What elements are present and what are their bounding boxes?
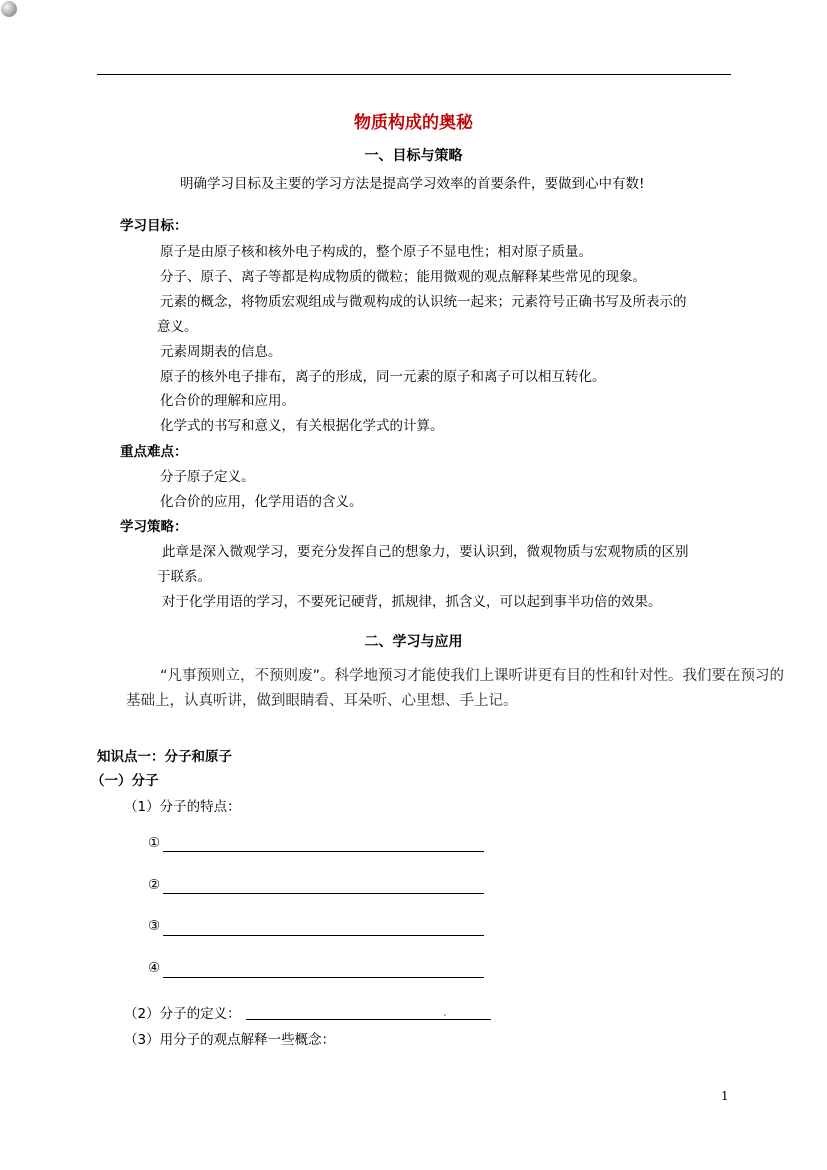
definition-blank[interactable] (246, 1019, 491, 1020)
intro-text: 明确学习目标及主要的学习方法是提高学习效率的首要条件，要做到心中有数! (180, 176, 645, 192)
document-title: 物质构成的奥秘 (354, 113, 473, 133)
section2-paragraph-line: 基础上，认真听讲，做到眼睛看、耳朵听、心里想、手上记。 (126, 693, 518, 709)
answer-blank-4[interactable] (163, 977, 484, 978)
answer-blank-3[interactable] (163, 935, 484, 936)
key-points-label: 重点难点： (120, 444, 188, 460)
circled-number: ③ (148, 918, 161, 934)
key-point-item: 化合价的应用，化学用语的含义。 (160, 494, 363, 510)
question-3: （3）用分子的观点解释一些概念： (124, 1032, 336, 1048)
goal-item: 分子、原子、离子等都是构成物质的微粒；能用微观的观点解释某些常见的现象。 (160, 269, 646, 285)
answer-blank-1[interactable] (163, 851, 484, 852)
header-rule (97, 74, 731, 75)
goal-item: 元素周期表的信息。 (160, 344, 282, 360)
question-2: （2）分子的定义： (124, 1006, 241, 1022)
key-point-item: 分子原子定义。 (160, 469, 255, 485)
goal-item: 原子的核外电子排布，离子的形成，同一元素的原子和离子可以相互转化。 (160, 369, 606, 385)
corner-marker-icon (1, 1, 17, 17)
goal-item: 原子是由原子核和核外电子构成的，整个原子不显电性；相对原子质量。 (160, 244, 592, 260)
answer-blank-2[interactable] (163, 893, 484, 894)
circled-number: ② (148, 877, 161, 893)
strategy-label: 学习策略： (120, 519, 188, 535)
subsection-heading: （一）分子 (91, 773, 159, 789)
section2-heading: 二、学习与应用 (364, 634, 463, 650)
strategy-item: 对于化学用语的学习，不要死记硬背，抓规律，抓含义，可以起到事半功倍的效果。 (162, 594, 662, 610)
goals-label: 学习目标： (120, 218, 188, 234)
strategy-item-continued: 于联系。 (157, 569, 211, 585)
strategy-item: 此章是深入微观学习，要充分发挥自己的想象力，要认识到，微观物质与宏观物质的区别 (162, 544, 689, 560)
ink-speck (444, 1014, 446, 1016)
section2-paragraph-line: “凡事预则立，不预则废”。科学地预习才能使我们上课听讲更有目的性和针对性。我们要在预习的 (160, 668, 785, 684)
circled-number: ④ (148, 960, 161, 976)
goal-item: 元素的概念，将物质宏观组成与微观构成的认识统一起来；元素符号正确书写及所表示的 (160, 294, 687, 310)
goal-item-continued: 意义。 (157, 319, 198, 335)
goal-item: 化合价的理解和应用。 (160, 393, 295, 409)
circled-number: ① (148, 835, 161, 851)
knowledge-point-heading: 知识点一：分子和原子 (97, 749, 232, 765)
section1-heading: 一、目标与策略 (364, 148, 463, 164)
question-1: （1）分子的特点： (124, 799, 241, 815)
goal-item: 化学式的书写和意义，有关根据化学式的计算。 (160, 418, 444, 434)
page-number: 1 (721, 1089, 729, 1103)
